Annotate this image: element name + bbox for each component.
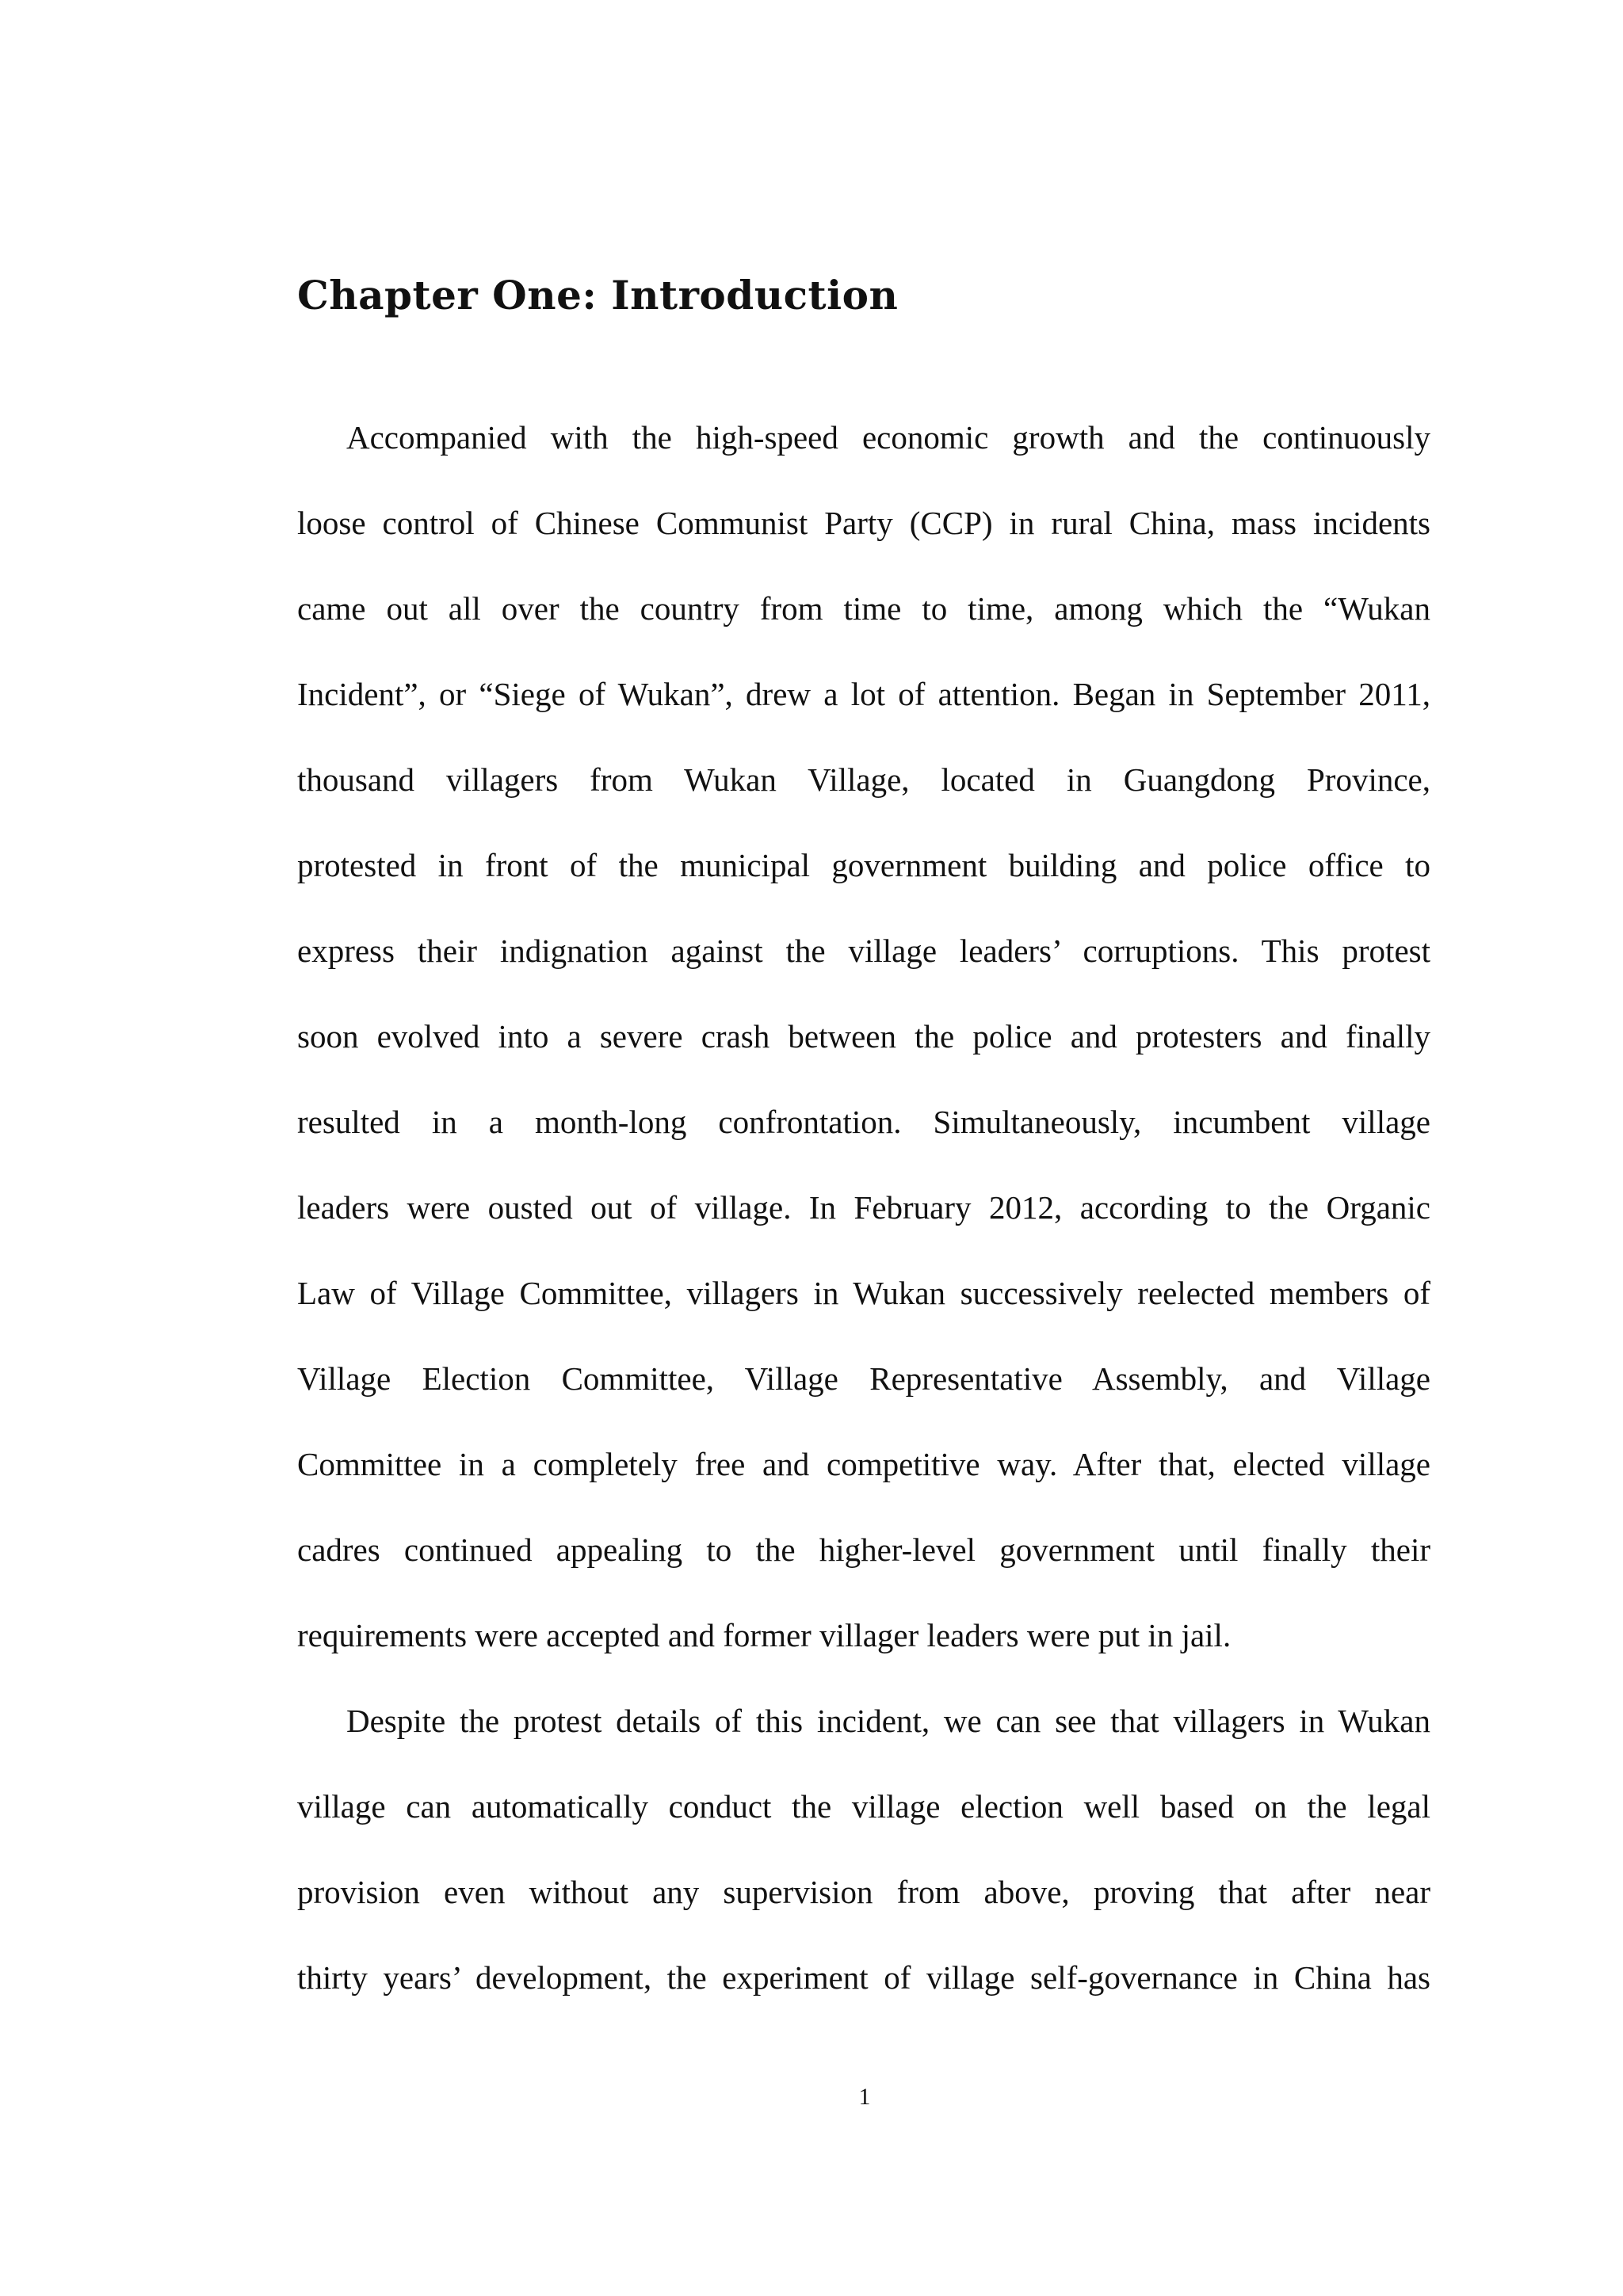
paragraph-1-line: resulted in a month-long confrontation. Simultaneously, incumbent village [297, 1104, 1430, 1140]
paragraph-2-line: thirty years’ development, the experiment of village self-governance in China has [297, 1959, 1430, 1996]
paragraph-1-line: Accompanied with the high-speed economic growth and the continuously [346, 419, 1430, 456]
paragraph-1-line: requirements were accepted and former villager leaders were put in jail. [297, 1617, 1232, 1653]
paragraph-2-line: provision even without any supervision from above, proving that after near [297, 1874, 1430, 1910]
paragraph-1-line: came out all over the country from time to time, among which the “Wukan [297, 590, 1430, 627]
paragraph-1-line: Incident”, or “Siege of Wukan”, drew a lot of attention. Began in September 2011, [297, 676, 1430, 712]
paragraph-2-line: Despite the protest details of this incident, we can see that villagers in Wukan [346, 1703, 1430, 1739]
chapter-title: Chapter One: Introduction [297, 272, 899, 318]
paragraph-1-line: loose control of Chinese Communist Party (CCP) in rural China, mass incidents [297, 505, 1430, 541]
paragraph-1-line: Law of Village Committee, villagers in Wukan successively reelected members of [297, 1275, 1430, 1311]
paragraph-1-line: Committee in a completely free and competitive way. After that, elected village [297, 1446, 1430, 1482]
paragraph-2-line: village can automatically conduct the village election well based on the legal [297, 1788, 1430, 1825]
paragraph-1-line: Village Election Committee, Village Representative Assembly, and Village [297, 1360, 1430, 1397]
paragraph-1-line: express their indignation against the village leaders’ corruptions. This protest [297, 933, 1430, 969]
page-number: 1 [858, 2084, 871, 2110]
paragraph-1-line: cadres continued appealing to the higher-level government until finally their [297, 1531, 1430, 1568]
paragraph-1-line: thousand villagers from Wukan Village, located in Guangdong Province, [297, 761, 1430, 798]
paragraph-1-line: protested in front of the municipal government building and police office to [297, 847, 1430, 883]
body-text [297, 413, 1430, 2039]
paragraph-1-line: leaders were ousted out of village. In February 2012, according to the Organic [297, 1189, 1430, 1226]
paragraph-1-line: soon evolved into a severe crash between the police and protesters and finally [297, 1018, 1430, 1055]
